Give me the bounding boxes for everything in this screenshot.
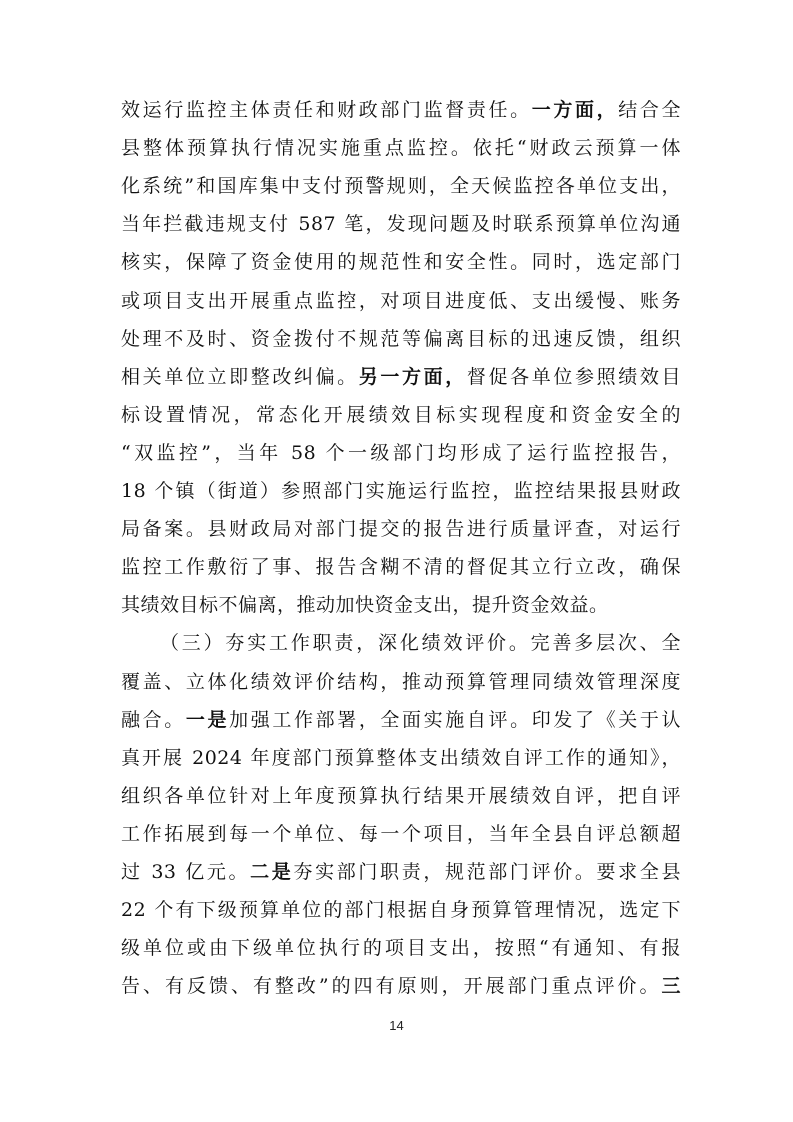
text-line	[121, 968, 681, 1004]
text-line	[121, 435, 681, 471]
bold-keyword: 一是	[185, 708, 230, 731]
text-segment: 督促各单位参照绩效目	[466, 365, 681, 388]
text-line	[121, 702, 681, 738]
text-segment: 当年拦截违规支付 587 笔，发现问题及时联系预算单位沟通	[121, 213, 681, 236]
text-segment: 组织各单位针对上年度预算执行结果开展绩效自评，把自评	[121, 784, 681, 807]
text-segment: 告、有反馈、有整改”的四有原则，开展部门重点评价。	[121, 975, 662, 998]
text-line	[121, 92, 681, 128]
text-line	[121, 892, 681, 928]
text-line	[121, 473, 681, 509]
text-segment: 工作拓展到每一个单位、每一个项目，当年全县自评总额超	[121, 822, 681, 845]
text-line	[121, 206, 681, 242]
text-line	[121, 740, 681, 776]
bold-keyword: 一方面，	[531, 99, 619, 121]
text-line	[121, 549, 681, 585]
text-line	[121, 130, 681, 166]
text-segment: 22 个有下级预算单位的部门根据自身预算管理情况，选定下	[121, 899, 681, 922]
text-line	[121, 664, 681, 700]
text-segment: 夯实部门职责，规范部门评价。要求全县	[293, 861, 681, 883]
text-line	[121, 168, 681, 204]
text-line	[121, 397, 681, 433]
text-segment: 相关单位立即整改纠偏。	[121, 365, 359, 388]
text-segment: 局备案。县财政局对部门提交的报告进行质量评查，对运行	[121, 518, 681, 541]
text-segment: 融合。	[121, 708, 186, 731]
text-segment: 监控工作敷衍了事、报告含糊不清的督促其立行立改，确保	[121, 556, 681, 579]
text-line	[121, 511, 681, 547]
bold-keyword: 二是	[250, 861, 294, 883]
text-segment: 或项目支出开展重点监控，对项目进度低、支出缓慢、账务	[121, 289, 681, 312]
text-segment: 加强工作部署，全面实施自评。印发了《关于认	[229, 708, 681, 731]
text-segment: 核实，保障了资金使用的规范性和安全性。同时，选定部门	[121, 251, 681, 274]
text-line	[160, 625, 681, 661]
text-line	[121, 778, 681, 814]
text-line	[121, 244, 681, 280]
text-segment: 级单位或由下级单位执行的项目支出，按照“有通知、有报	[121, 937, 681, 960]
text-line	[121, 359, 681, 395]
bold-keyword: 另一方面，	[358, 365, 467, 388]
text-segment: 标设置情况，常态化开展绩效目标实现程度和资金安全的	[121, 403, 681, 426]
text-line	[121, 854, 681, 890]
text-line	[121, 321, 681, 357]
text-line	[121, 587, 681, 623]
text-segment: 县整体预算执行情况实施重点监控。依托“财政云预算一体	[121, 137, 681, 160]
page-number: 14	[389, 1018, 404, 1033]
text-segment: 效运行监控主体责任和财政部门监督责任。	[121, 99, 532, 121]
text-segment: “双监控”，当年 58 个一级部门均形成了运行监控报告，	[121, 441, 681, 464]
text-segment: 处理不及时、资金拨付不规范等偏离目标的迅速反馈，组织	[121, 327, 681, 350]
text-segment: 真开展 2024 年度部门预算整体支出绩效自评工作的通知》，	[121, 746, 681, 769]
text-segment: （三）夯实工作职责，深化绩效评价。完善多层次、全	[160, 632, 681, 655]
text-segment: 过 33 亿元。	[121, 861, 251, 883]
text-segment: 结合全	[618, 99, 681, 121]
text-segment: 化系统”和国库集中支付预警规则，全天候监控各单位支出，	[121, 175, 681, 198]
text-segment: 覆盖、立体化绩效评价结构，推动预算管理同绩效管理深度	[121, 670, 681, 693]
text-segment: 其绩效目标不偏离，推动加快资金支出，提升资金效益。	[121, 594, 609, 617]
bold-keyword: 三	[661, 975, 681, 998]
text-line	[121, 283, 681, 319]
text-line	[121, 930, 681, 966]
text-segment: 18 个镇（街道）参照部门实施运行监控，监控结果报县财政	[121, 480, 681, 502]
text-line	[121, 816, 681, 852]
